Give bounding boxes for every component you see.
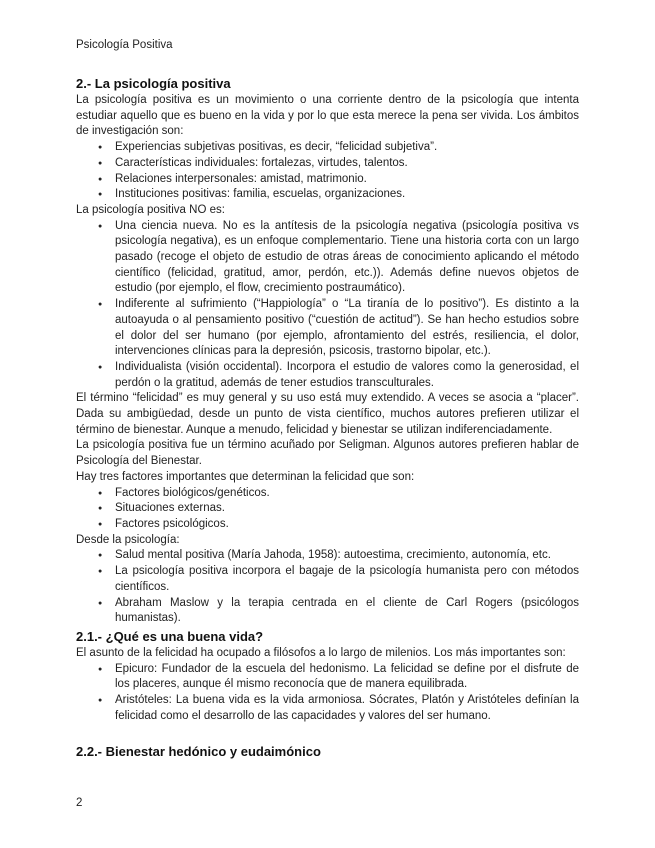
list-item: ● Abraham Maslow y la terapia centrada en el cliente de Carl Rogers (psicólogos humanistas).	[76, 596, 579, 627]
intro-paragraph: La psicología positiva es un movimiento o una corriente dentro de la psicología que intenta estudiar aquello que es bueno en la vida y por lo que esta merece la pena ser vivida. Los ámbitos de investigación son:	[76, 94, 579, 138]
list-item: ● Epicuro: Fundador de la escuela del hedonismo. La felicidad se define por el disfrute de los placeres, aunque él mismo reconocía que de manera equilibrada.	[76, 662, 579, 693]
list-item: ● La psicología positiva incorpora el bagaje de la psicología humanista pero con métodos científicos.	[76, 564, 579, 595]
philosophers-list	[76, 662, 579, 725]
not-list	[76, 219, 579, 392]
list-item: ● Aristóteles: La buena vida es la vida armoniosa. Sócrates, Platón y Aristóteles definían la felicidad como el desarrollo de las capacidades y valores del ser humano.	[76, 693, 579, 724]
desde-list	[76, 548, 579, 627]
list-item: ● Relaciones interpersonales: amistad, matrimonio.	[76, 172, 579, 188]
philosophers-intro-paragraph: El asunto de la felicidad ha ocupado a filósofos a lo largo de milenios. Los más importantes son:	[76, 646, 566, 659]
section-heading-2-2: 2.2.- Bienestar hedónico y eudaimónico	[76, 744, 321, 760]
section-heading-2-1: 2.1.- ¿Qué es una buena vida?	[76, 628, 264, 644]
list-item: ● Una ciencia nueva. No es la antítesis de la psicología negativa (psicología positiva vs psicología negativa), es un enfoque complementario. Tiene una historia corta con un largo pasado (recoge el objeto de estudio de otras áreas de conocimiento aplicando el método científico (felicidad, gratitud, amor, perdón, etc.)). Además define nuevos objetos de estudio (por ejemplo, el flow, crecimiento postraumático).	[76, 219, 579, 298]
seligman-paragraph: La psicología positiva fue un término acuñado por Seligman. Algunos autores prefieren hablar de Psicología del Bienestar.	[76, 439, 579, 468]
research-areas-list	[76, 140, 579, 203]
page-content	[76, 75, 579, 761]
desde-intro-paragraph: Desde la psicología:	[76, 533, 180, 546]
list-item: ● Factores psicológicos.	[76, 517, 579, 533]
list-item: ● Individualista (visión occidental). Incorpora el estudio de valores como la generosidad, el perdón o la gratitud, además de tener estudios transculturales.	[76, 360, 579, 391]
page-number: 2	[76, 797, 83, 809]
factors-intro-paragraph: Hay tres factores importantes que determinan la felicidad que son:	[76, 470, 415, 483]
list-item: ● Factores biológicos/genéticos.	[76, 486, 579, 502]
section-heading-2: 2.- La psicología positiva	[76, 76, 231, 91]
factors-list	[76, 486, 579, 533]
not-intro-paragraph: La psicología positiva NO es:	[76, 203, 225, 216]
list-item: ● Experiencias subjetivas positivas, es decir, “felicidad subjetiva”.	[76, 140, 579, 156]
list-item: ● Indiferente al sufrimiento (“Happiología” o “La tiranía de lo positivo”). Es distinto a la autoayuda o al pensamiento positivo (“cuestión de actitud”). Se han hecho estudios sobre el dolor del ser humano (por ejemplo, afrontamiento del estrés, resiliencia, el dolor, intervenciones clínicas para la depresión, psicosis, trastorno bipolar, etc.).	[76, 297, 579, 360]
list-item: ● Características individuales: fortalezas, virtudes, talentos.	[76, 156, 579, 172]
list-item: ● Situaciones externas.	[76, 501, 579, 517]
running-header: Psicología Positiva	[76, 39, 173, 51]
list-item: ● Salud mental positiva (María Jahoda, 1958): autoestima, crecimiento, autonomía, etc.	[76, 548, 579, 564]
felicidad-paragraph: El término “felicidad” es muy general y su uso está muy extendido. A veces se asocia a “placer”. Dada su ambigüedad, desde un punto de vista científico, muchos autores prefieren utilizar el término de bienestar. Aunque a menudo, felicidad y bienestar se utilizan indiferenciadamente.	[76, 392, 579, 436]
list-item: ● Instituciones positivas: familia, escuelas, organizaciones.	[76, 187, 579, 203]
